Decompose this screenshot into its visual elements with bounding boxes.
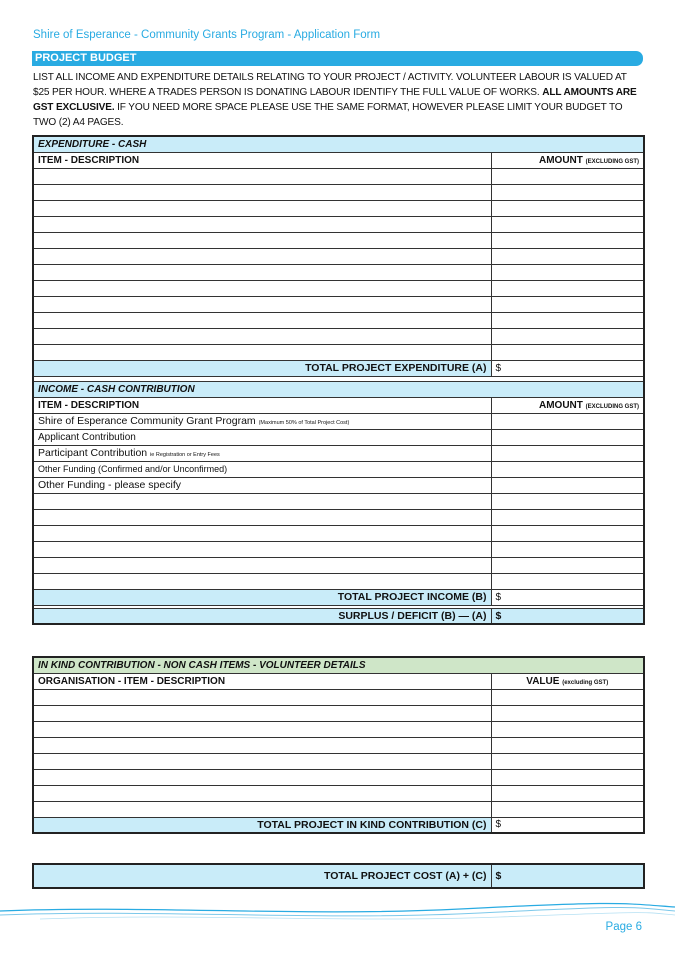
description-cell[interactable] [33,509,491,525]
amount-cell[interactable] [491,248,644,264]
total-inkind-label: TOTAL PROJECT IN KIND CONTRIBUTION (C) [33,817,491,833]
description-cell[interactable] [33,328,491,344]
inkind-title: IN KIND CONTRIBUTION - NON CASH ITEMS - VOLUNTEER DETAILS [33,657,644,673]
expenditure-row [33,232,644,248]
description-cell[interactable] [33,216,491,232]
description-cell[interactable] [33,541,491,557]
amount-cell[interactable] [491,168,644,184]
income-amount-cell[interactable] [491,461,644,477]
inkind-row [33,721,644,737]
amount-cell[interactable] [491,689,644,705]
intro-part1: LIST ALL INCOME AND EXPENDITURE DETAILS RELATING TO YOUR PROJECT / ACTIVITY. VOLUNTEER LABOUR IS VALUED AT $25 PER HOUR. WHERE A TRADES PERSON IS DONATING LABOUR IDENTIFY THE FULL VALUE OF WORKS. [33,72,627,98]
inkind-col-item: ORGANISATION - ITEM - DESCRIPTION [33,673,491,689]
expenditure-row [33,344,644,360]
description-cell[interactable] [33,280,491,296]
income-amount-cell[interactable] [491,477,644,493]
description-cell[interactable] [33,248,491,264]
description-cell[interactable] [33,232,491,248]
expenditure-row [33,184,644,200]
amount-cell[interactable] [491,328,644,344]
section-title: PROJECT BUDGET [32,51,643,66]
intro-bold: ALL AMOUNTS ARE GST EXCLUSIVE. [33,87,637,113]
expenditure-row [33,248,644,264]
intro-part2: IF YOU NEED MORE SPACE PLEASE USE THE SAME FORMAT, HOWEVER PLEASE LIMIT YOUR BUDGET TO TWO (2) A4 PAGES. [33,102,623,128]
surplus-deficit-label: SURPLUS / DEFICIT (B) — (A) [33,608,491,624]
amount-cell[interactable] [491,573,644,589]
budget-table [32,135,645,625]
grand-total-value[interactable]: $ [491,864,644,888]
description-cell[interactable] [33,184,491,200]
expenditure-title: EXPENDITURE - CASH [33,136,644,152]
description-cell[interactable] [33,525,491,541]
income-amount-cell[interactable] [491,413,644,429]
amount-cell[interactable] [491,705,644,721]
income-row [33,493,644,509]
amount-cell[interactable] [491,184,644,200]
amount-cell[interactable] [491,541,644,557]
income-row [33,509,644,525]
amount-cell[interactable] [491,721,644,737]
expenditure-row [33,216,644,232]
expenditure-row [33,312,644,328]
description-cell[interactable] [33,312,491,328]
amount-cell[interactable] [491,280,644,296]
amount-cell[interactable] [491,769,644,785]
description-cell[interactable] [33,689,491,705]
amount-cell[interactable] [491,525,644,541]
amount-cell[interactable] [491,785,644,801]
amount-cell[interactable] [491,509,644,525]
income-title: INCOME - CASH CONTRIBUTION [33,381,644,397]
income-row [33,525,644,541]
inkind-row [33,785,644,801]
income-row [33,557,644,573]
wave-decoration [0,897,675,927]
total-income-label: TOTAL PROJECT INCOME (B) [33,589,491,605]
inkind-row [33,705,644,721]
income-amount-cell[interactable] [491,429,644,445]
expenditure-row [33,168,644,184]
description-cell[interactable] [33,573,491,589]
description-cell[interactable] [33,785,491,801]
expenditure-row [33,296,644,312]
inkind-row [33,737,644,753]
grand-total-table [32,863,645,889]
income-row [33,541,644,557]
description-cell[interactable] [33,168,491,184]
expenditure-col-item: ITEM - DESCRIPTION [33,152,491,168]
amount-cell[interactable] [491,493,644,509]
total-income-value[interactable]: $ [491,589,644,605]
description-cell[interactable] [33,801,491,817]
inkind-table [32,656,645,834]
description-cell[interactable] [33,737,491,753]
total-inkind-value[interactable]: $ [491,817,644,833]
amount-cell[interactable] [491,801,644,817]
income-row-other-specify: Other Funding - please specify [33,477,491,493]
expenditure-row [33,328,644,344]
document-header: Shire of Esperance - Community Grants Program - Application Form [33,29,381,41]
amount-cell[interactable] [491,312,644,328]
expenditure-row [33,280,644,296]
income-row-shire-grant: Shire of Esperance Community Grant Program (Maximum 50% of Total Project Cost) [33,413,491,429]
inkind-col-value: VALUE (excluding GST) [491,673,644,689]
total-expenditure-label: TOTAL PROJECT EXPENDITURE (A) [33,360,491,376]
income-row [33,573,644,589]
income-row-participant: Participant Contribution ie Registration or Entry Fees [33,445,491,461]
inkind-row [33,769,644,785]
description-cell[interactable] [33,753,491,769]
grand-total-label: TOTAL PROJECT COST (A) + (C) [33,864,491,888]
amount-cell[interactable] [491,296,644,312]
amount-cell[interactable] [491,264,644,280]
income-amount-cell[interactable] [491,445,644,461]
expenditure-row [33,264,644,280]
total-expenditure-value[interactable]: $ [491,360,644,376]
inkind-row [33,753,644,769]
income-col-item: ITEM - DESCRIPTION [33,397,491,413]
amount-cell[interactable] [491,232,644,248]
inkind-row [33,689,644,705]
expenditure-col-amount: AMOUNT (EXCLUDING GST) [491,152,644,168]
income-row-applicant: Applicant Contribution [33,429,491,445]
amount-cell[interactable] [491,344,644,360]
intro-text [33,70,645,130]
amount-cell[interactable] [491,557,644,573]
description-cell[interactable] [33,721,491,737]
description-cell[interactable] [33,344,491,360]
expenditure-row [33,200,644,216]
description-cell[interactable] [33,296,491,312]
amount-cell[interactable] [491,216,644,232]
description-cell[interactable] [33,705,491,721]
description-cell[interactable] [33,769,491,785]
amount-cell[interactable] [491,200,644,216]
income-row-other-funding: Other Funding (Confirmed and/or Unconfirmed) [33,461,491,477]
amount-cell[interactable] [491,737,644,753]
amount-cell[interactable] [491,753,644,769]
description-cell[interactable] [33,200,491,216]
description-cell[interactable] [33,264,491,280]
description-cell[interactable] [33,557,491,573]
surplus-deficit-value[interactable]: $ [491,608,644,624]
page-number: Page 6 [605,921,642,933]
description-cell[interactable] [33,493,491,509]
income-col-amount: AMOUNT (EXCLUDING GST) [491,397,644,413]
inkind-row [33,801,644,817]
